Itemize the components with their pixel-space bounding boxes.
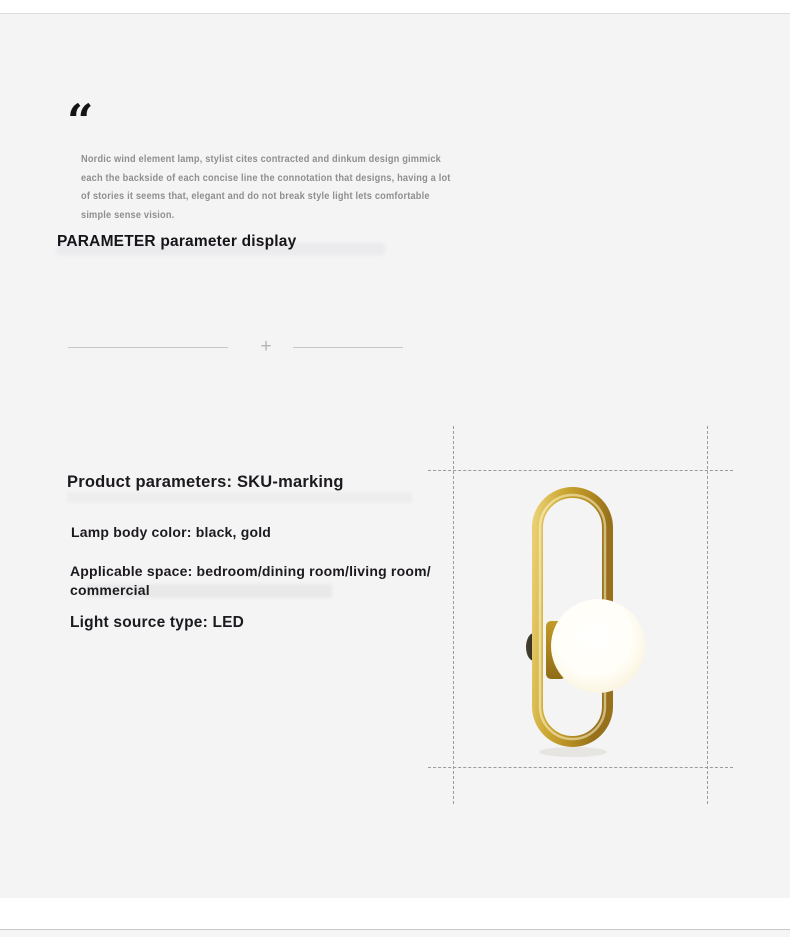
intro-line-4: simple sense vision. bbox=[81, 208, 175, 221]
product-photo-lamp bbox=[500, 464, 680, 774]
crop-mark-vertical-right bbox=[707, 426, 708, 804]
lamp-globe bbox=[551, 599, 645, 693]
spec-light-source: Light source type: LED bbox=[70, 614, 245, 631]
plus-icon: + bbox=[260, 336, 272, 357]
intro-paragraph bbox=[81, 150, 501, 224]
quote-icon: “ bbox=[67, 94, 92, 148]
spec-lamp-body-color: Lamp body color: black, gold bbox=[71, 524, 272, 540]
parameter-section bbox=[0, 14, 790, 898]
lamp-shadow bbox=[539, 747, 607, 757]
highlight-band-product bbox=[67, 492, 412, 503]
crop-mark-vertical-left bbox=[453, 426, 454, 804]
spec-applicable-space-line2: commercial bbox=[70, 581, 150, 598]
spec-product-parameters: Product parameters: SKU-marking bbox=[67, 473, 344, 491]
next-section-edge bbox=[0, 930, 790, 937]
intro-line-2: each the backside of each concise line the connotation that designs, having a lot bbox=[81, 171, 451, 184]
spec-applicable-space-line1: Applicable space: bedroom/dining room/living room/ bbox=[70, 563, 431, 579]
highlight-band-commercial bbox=[86, 584, 332, 598]
intro-line-1: Nordic wind element lamp, stylist cites contracted and dinkum design gimmick bbox=[81, 153, 441, 165]
intro-line-3: of stories it seems that, elegant and do not break style light lets comfortable bbox=[81, 190, 430, 203]
divider-line-right bbox=[293, 347, 403, 348]
divider-line-left bbox=[68, 347, 228, 348]
section-title: PARAMETER parameter display bbox=[57, 233, 297, 250]
